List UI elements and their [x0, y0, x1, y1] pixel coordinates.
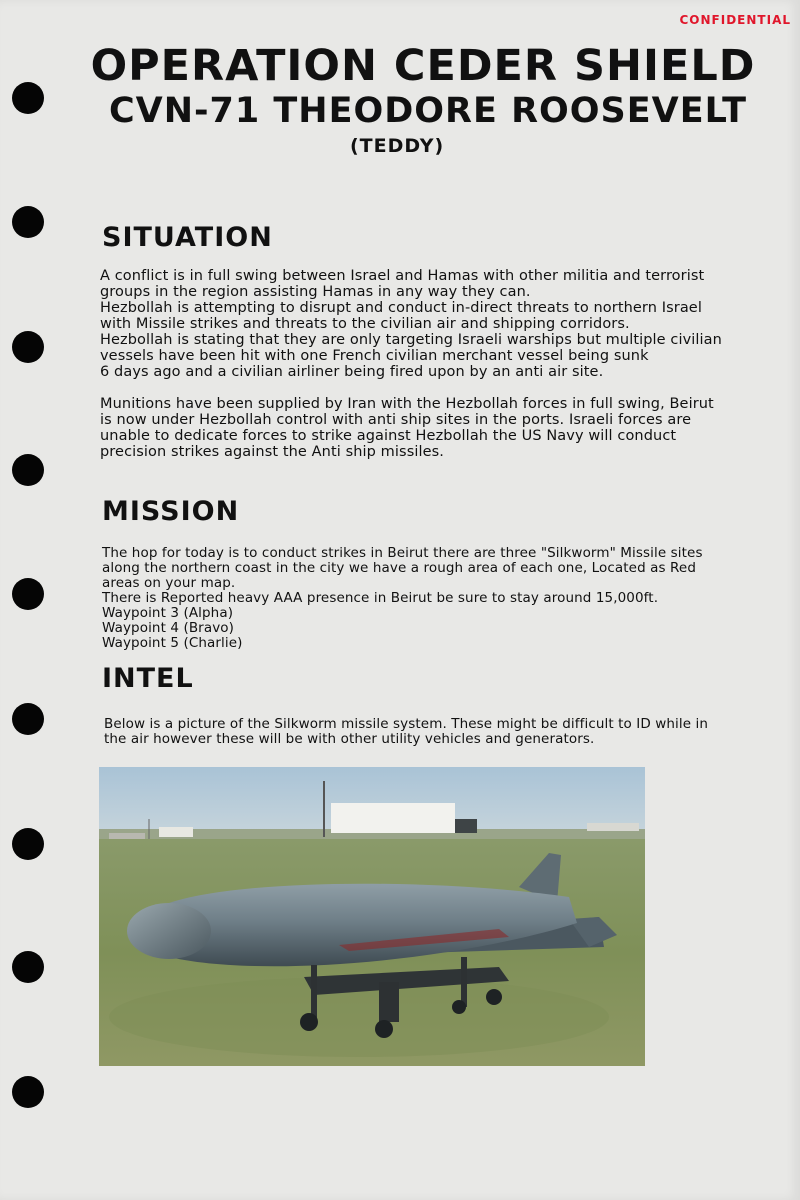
waypoint-bravo: Waypoint 4 (Bravo) — [102, 620, 235, 636]
binder-hole — [12, 578, 44, 610]
text-line: is now under Hezbollah control with anti ship sites in the ports. Israeli forces are — [100, 412, 692, 428]
intel-heading: INTEL — [102, 663, 194, 694]
text-line: Below is a picture of the Silkworm missile system. These might be difficult to ID while in — [104, 716, 709, 732]
text-line: precision strikes against the Anti ship missiles. — [100, 444, 444, 460]
binder-hole — [12, 951, 44, 983]
text-line: groups in the region assisting Hamas in any way they can. — [100, 284, 531, 300]
text-line: with Missile strikes and threats to the civilian air and shipping corridors. — [100, 316, 630, 332]
text-line: vessels have been hit with one French civilian merchant vessel being sunk — [100, 348, 649, 364]
operation-title: OPERATION CEDER SHIELD — [90, 41, 756, 91]
text-line: Munitions have been supplied by Iran with the Hezbollah forces in full swing, Beirut — [100, 396, 714, 412]
intel-text — [104, 717, 796, 747]
ship-title: CVN-71 THEODORE ROOSEVELT — [108, 91, 748, 131]
situation-text — [100, 268, 792, 460]
text-line: Hezbollah is attempting to disrupt and conduct in-direct threats to northern Israel — [100, 300, 702, 316]
binder-hole — [12, 454, 44, 486]
text-line: areas on your map. — [102, 575, 236, 591]
silkworm-missile-photo — [99, 767, 645, 1066]
text-line: along the northern coast in the city we have a rough area of each one, Located as Red — [102, 560, 696, 576]
waypoint-alpha: Waypoint 3 (Alpha) — [102, 605, 234, 621]
situation-heading: SITUATION — [102, 222, 273, 253]
text-line: There is Reported heavy AAA presence in Beirut be sure to stay around 15,000ft. — [102, 590, 659, 606]
ship-nickname: (TEDDY) — [350, 135, 445, 157]
mission-heading: MISSION — [102, 496, 240, 527]
text-line: unable to dedicate forces to strike against Hezbollah the US Navy will conduct — [100, 428, 677, 444]
waypoint-charlie: Waypoint 5 (Charlie) — [102, 635, 243, 651]
mission-text — [102, 546, 794, 651]
confidential-stamp: CONFIDENTIAL — [679, 13, 791, 27]
binder-hole — [12, 828, 44, 860]
binder-hole — [12, 331, 44, 363]
text-line: A conflict is in full swing between Israel and Hamas with other militia and terrorist — [100, 268, 705, 284]
binder-hole — [12, 1076, 44, 1108]
binder-hole — [12, 206, 44, 238]
binder-hole — [12, 703, 44, 735]
text-line: The hop for today is to conduct strikes in Beirut there are three "Silkworm" Missile sites — [102, 545, 703, 561]
text-line: the air however these will be with other utility vehicles and generators. — [104, 731, 595, 747]
text-line: Hezbollah is stating that they are only targeting Israeli warships but multiple civilian — [100, 332, 722, 348]
text-line: 6 days ago and a civilian airliner being fired upon by an anti air site. — [100, 364, 604, 380]
